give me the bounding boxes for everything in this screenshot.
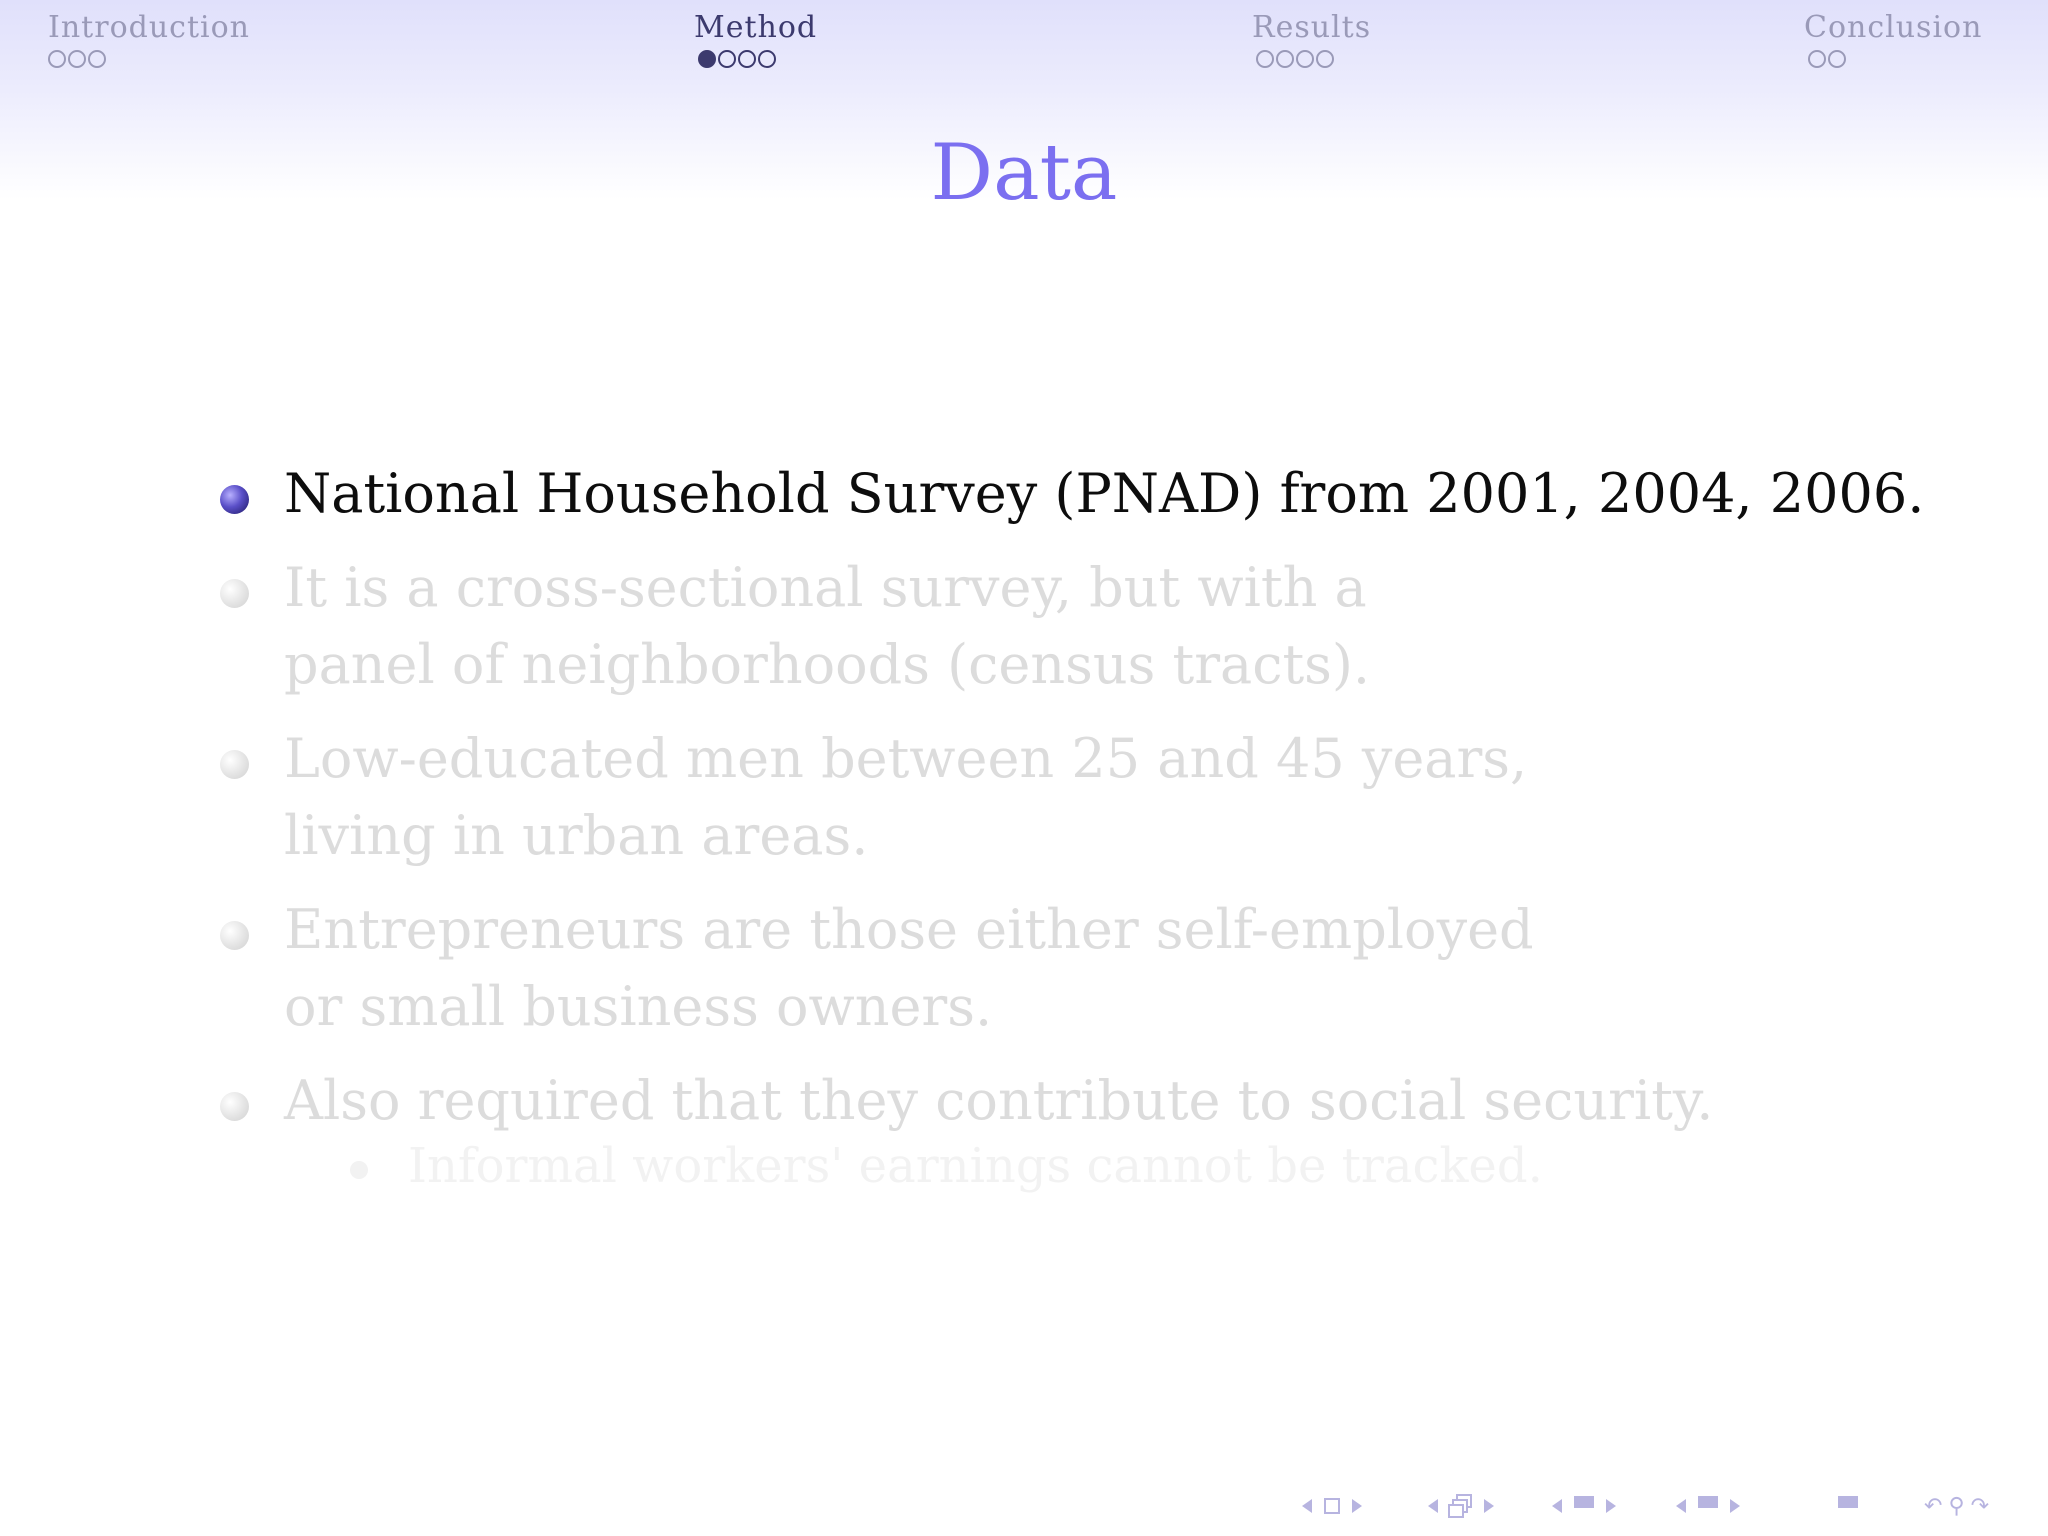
- bullet-icon: [220, 750, 249, 779]
- frame-icon[interactable]: [1448, 1494, 1474, 1518]
- frame-dots: [1808, 50, 1982, 68]
- frame-dot[interactable]: [1276, 50, 1294, 68]
- bullet-icon: [220, 921, 249, 950]
- beamer-nav-toc: [1838, 1490, 1858, 1522]
- frame-dot[interactable]: [68, 50, 86, 68]
- frame-dot[interactable]: [48, 50, 66, 68]
- bullet-icon: [220, 485, 249, 514]
- slide-title: Data: [930, 128, 1118, 218]
- toc-icon[interactable]: [1838, 1496, 1858, 1516]
- next-subsection-icon[interactable]: [1606, 1499, 1616, 1513]
- bullet-text: Also required that they contribute to social security.: [284, 1069, 1714, 1132]
- beamer-nav-section: [1676, 1490, 1740, 1522]
- beamer-nav-subsection: [1552, 1490, 1616, 1522]
- frame-dot[interactable]: [758, 50, 776, 68]
- sub-bullet-text: Informal workers' earnings cannot be tracked.: [408, 1138, 1543, 1194]
- bullet-item: [220, 1062, 2000, 1139]
- bullet-text: Entrepreneurs are those either self-employed or small business owners.: [284, 898, 1534, 1038]
- bullet-item: [220, 891, 2000, 1045]
- frame-dots: [698, 50, 817, 68]
- next-slide-icon[interactable]: [1352, 1499, 1362, 1513]
- nav-section-label: Introduction: [48, 10, 250, 45]
- section-icon[interactable]: [1698, 1496, 1718, 1516]
- prev-subsection-icon[interactable]: [1552, 1499, 1562, 1513]
- nav-section-conclusion[interactable]: [1804, 8, 1982, 68]
- bullet-list: [220, 455, 2000, 1156]
- back-icon[interactable]: ↶: [1924, 1493, 1943, 1519]
- subsection-icon[interactable]: [1574, 1496, 1594, 1516]
- next-section-icon[interactable]: [1730, 1499, 1740, 1513]
- prev-frame-icon[interactable]: [1428, 1499, 1438, 1513]
- prev-section-icon[interactable]: [1676, 1499, 1686, 1513]
- bullet-item: [220, 720, 2000, 874]
- beamer-nav-slide: [1302, 1490, 1362, 1522]
- frame-dot[interactable]: [738, 50, 756, 68]
- forward-icon[interactable]: ↷: [1970, 1493, 1989, 1519]
- bullet-icon: [220, 579, 249, 608]
- frame-dot[interactable]: [718, 50, 736, 68]
- frame-dot[interactable]: [1256, 50, 1274, 68]
- beamer-nav-frame: [1428, 1490, 1494, 1522]
- next-frame-icon[interactable]: [1484, 1499, 1494, 1513]
- bullet-icon: [220, 1092, 249, 1121]
- sub-bullet-item: [350, 1138, 1543, 1194]
- nav-section-method[interactable]: [694, 8, 817, 68]
- first-slide-icon[interactable]: [1302, 1499, 1312, 1513]
- bullet-item: [220, 455, 2000, 532]
- bullet-text: Low-educated men between 25 and 45 years, living in urban areas.: [284, 727, 1528, 867]
- current-frame-dot[interactable]: [698, 50, 716, 68]
- bullet-text: National Household Survey (PNAD) from 2001, 2004, 2006.: [284, 462, 1925, 525]
- frame-dots: [1256, 50, 1371, 68]
- nav-section-label: Conclusion: [1804, 10, 1983, 45]
- frame-dot[interactable]: [88, 50, 106, 68]
- frame-dot[interactable]: [1808, 50, 1826, 68]
- bullet-item: [220, 549, 2000, 703]
- bullet-text: It is a cross-sectional survey, but with a panel of neighborhoods (census tracts).: [284, 556, 1371, 696]
- nav-section-label: Method: [694, 10, 818, 45]
- nav-section-results[interactable]: [1252, 8, 1371, 68]
- sub-bullet-icon: [350, 1161, 368, 1179]
- frame-dot[interactable]: [1828, 50, 1846, 68]
- beamer-nav-search: [1924, 1490, 1989, 1522]
- nav-section-label: Results: [1252, 10, 1372, 45]
- nav-section-introduction[interactable]: [48, 8, 250, 68]
- frame-dot[interactable]: [1316, 50, 1334, 68]
- frame-dots: [48, 50, 250, 68]
- slide-icon[interactable]: [1324, 1498, 1340, 1514]
- frame-dot[interactable]: [1296, 50, 1314, 68]
- search-icon[interactable]: ⚲: [1948, 1493, 1965, 1519]
